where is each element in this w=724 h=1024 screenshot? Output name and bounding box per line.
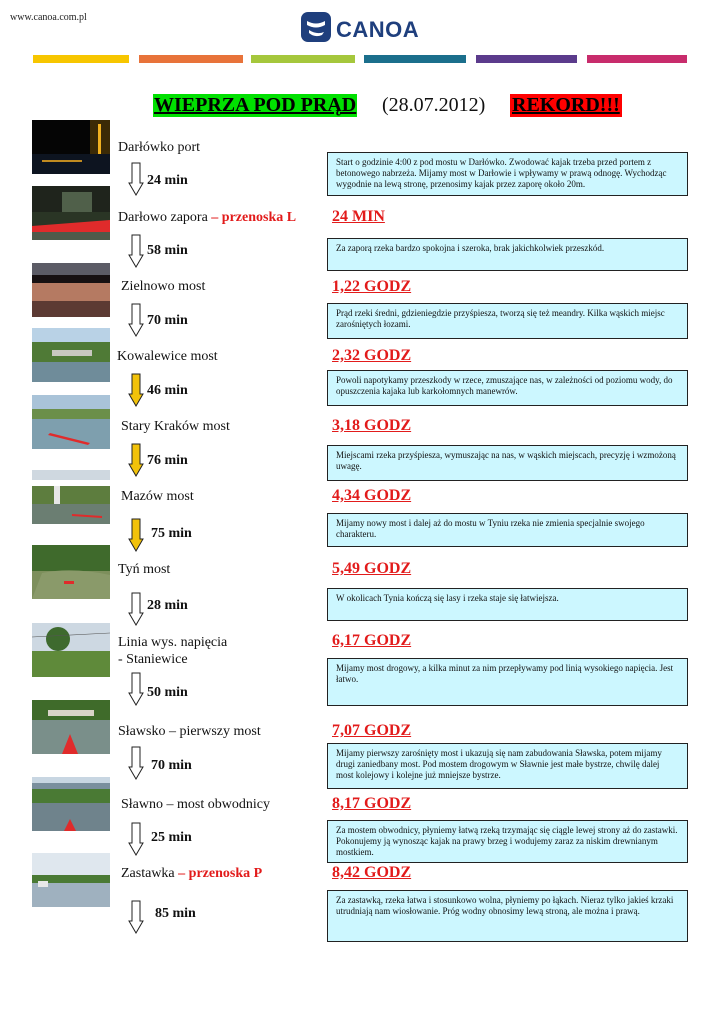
location-name: Kowalewice most — [117, 349, 218, 364]
stage-note: Za zastawką, rzeka łatwa i stosunkowo wolna, płyniemy po łąkach. Nieraz tylko jakieś krzaki utrudniają nam wiosłowanie. Próg wodny obnosimy lewą stroną, ale można i prawą. — [327, 890, 688, 942]
location-name: Mazów most — [121, 489, 194, 504]
arrow-shape — [129, 593, 143, 625]
segment-duration: 28 min — [147, 598, 188, 613]
location-label — [118, 209, 296, 226]
photo-kowalewice-most — [32, 328, 110, 382]
segment-duration: 70 min — [147, 313, 188, 328]
color-bar-orange — [139, 55, 243, 63]
photo-mazow-most — [32, 470, 110, 524]
photo-tyn-most — [32, 545, 110, 599]
arrow-shape — [129, 374, 143, 406]
segment-duration: 58 min — [147, 243, 188, 258]
down-arrow-icon — [128, 518, 144, 552]
location-name: Stary Kraków most — [121, 419, 230, 434]
location-label — [118, 139, 200, 156]
cumulative-time: 5,49 GODZ — [332, 560, 412, 577]
location-label — [121, 278, 205, 295]
portage-label: – przenoska L — [207, 210, 297, 225]
portage-label: – przenoska P — [174, 866, 263, 881]
title-record: REKORD!!! — [512, 94, 620, 116]
cumulative-time: 8,17 GODZ — [332, 795, 412, 812]
color-bar-magenta — [587, 55, 687, 63]
stage-note: Prąd rzeki średni, gdzieniegdzie przyśpiesza, tworzą się też meandry. Kilka wąskich miejsc zarośniętych łozami. — [327, 303, 688, 339]
segment-duration: 75 min — [151, 526, 192, 541]
location-name: Sławno – most obwodnicy — [121, 797, 270, 812]
arrow-shape — [129, 163, 143, 195]
stage-note: Start o godzinie 4:00 z pod mostu w Darłówko. Zwodować kajak trzeba przed portem z betonowego nabrzeża. Mijamy most w Darłowie i wpływamy w prawą odnogę. Wychodząc wygodnie na lewą stronę, przenosimy kajak przez zaporę około 20m. — [327, 152, 688, 196]
location-name-line2: - Staniewice — [118, 652, 188, 667]
photo-zastawka — [32, 853, 110, 907]
location-name: Tyń most — [118, 562, 171, 577]
location-label — [117, 348, 218, 365]
cumulative-time: 7,07 GODZ — [332, 722, 412, 739]
segment-duration: 70 min — [151, 758, 192, 773]
location-label — [121, 796, 270, 813]
photo-darlowko-port — [32, 120, 110, 174]
down-arrow-icon — [128, 303, 144, 337]
down-arrow-icon — [128, 592, 144, 626]
photo-slawsko-pierwszy-most — [32, 700, 110, 754]
stage-note: Mijamy pierwszy zarośnięty most i ukazują się nam zabudowania Sławska, potem mijamy drugi zaniedbany most. Pod mostem drogowym w Sławnie jest małe bystrze, chwilę dalej most kolejowy i kolejne już mniejsze bystrze. — [327, 743, 688, 789]
color-bar-yellow — [33, 55, 129, 63]
cumulative-time: 8,42 GODZ — [332, 864, 412, 881]
cumulative-time: 3,18 GODZ — [332, 417, 412, 434]
location-label — [121, 488, 194, 505]
location-label — [118, 723, 261, 740]
photo-darlowo-zapora — [32, 186, 110, 240]
location-name: Sławsko – pierwszy most — [118, 724, 261, 739]
cumulative-time: 6,17 GODZ — [332, 632, 412, 649]
photo-linia-wys-napiecia — [32, 623, 110, 677]
logo-text: CANOA — [336, 17, 420, 42]
arrow-shape — [129, 747, 143, 779]
stage-note: W okolicach Tynia kończą się lasy i rzeka staje się łatwiejsza. — [327, 588, 688, 621]
arrow-shape — [129, 444, 143, 476]
arrow-shape — [129, 673, 143, 705]
color-bar-teal — [364, 55, 466, 63]
cumulative-time: 4,34 GODZ — [332, 487, 412, 504]
location-label — [121, 418, 230, 435]
down-arrow-icon — [128, 443, 144, 477]
down-arrow-icon — [128, 900, 144, 934]
segment-duration: 85 min — [155, 906, 196, 921]
stage-note: Za zaporą rzeka bardzo spokojna i szeroka, brak jakichkolwiek przeszkód. — [327, 238, 688, 271]
canoa-logo-icon — [300, 11, 332, 43]
location-name: Zielnowo most — [121, 279, 206, 294]
color-bar-purple — [476, 55, 577, 63]
stage-note: Mijamy nowy most i dalej aż do mostu w Tyniu rzeka nie zmienia specjalnie swojego charakteru. — [327, 513, 688, 547]
cumulative-time: 1,22 GODZ — [332, 278, 412, 295]
stage-note: Miejscami rzeka przyśpiesza, wymuszając na nas, w wąskich miejscach, precyzję i wzmożoną uwagę. — [327, 445, 688, 481]
location-label — [121, 865, 262, 882]
title-main: WIEPRZA POD PRĄD — [154, 94, 357, 116]
location-name: Linia wys. napięcia — [118, 635, 228, 650]
location-name: Darłowo zapora — [118, 210, 208, 225]
down-arrow-icon — [128, 672, 144, 706]
title-date: (28.07.2012) — [382, 94, 486, 116]
down-arrow-icon — [128, 746, 144, 780]
cumulative-time: 24 MIN — [332, 208, 385, 225]
segment-duration: 25 min — [151, 830, 192, 845]
segment-duration: 50 min — [147, 685, 188, 700]
down-arrow-icon — [128, 822, 144, 856]
arrow-shape — [129, 235, 143, 267]
down-arrow-icon — [128, 373, 144, 407]
color-bar-green — [251, 55, 355, 63]
stage-note: Mijamy most drogowy, a kilka minut za nim przepływamy pod linią wysokiego napięcia. Jest łatwo. — [327, 658, 688, 706]
stage-note: Powoli napotykamy przeszkody w rzece, zmuszające nas, w zależności od poziomu wody, do opuszczenia kajaka lub karkołomnych manewrów. — [327, 370, 688, 406]
photo-slawno-most-obwodnicy — [32, 777, 110, 831]
down-arrow-icon — [128, 162, 144, 196]
location-name: Zastawka — [121, 866, 175, 881]
photo-stary-krakow-most — [32, 395, 110, 449]
cumulative-time: 2,32 GODZ — [332, 347, 412, 364]
photo-zielnowo-most — [32, 263, 110, 317]
down-arrow-icon — [128, 234, 144, 268]
location-label — [118, 561, 170, 578]
segment-duration: 46 min — [147, 383, 188, 398]
canoa-logo — [300, 11, 420, 47]
arrow-shape — [129, 304, 143, 336]
arrow-shape — [129, 823, 143, 855]
segment-duration: 76 min — [147, 453, 188, 468]
location-label — [118, 634, 227, 668]
location-name: Darłówko port — [118, 140, 201, 155]
site-url: www.canoa.com.pl — [10, 12, 87, 23]
segment-duration: 24 min — [147, 173, 188, 188]
stage-note: Za mostem obwodnicy, płyniemy łatwą rzeką trzymając się ciągle lewej strony aż do zastawki. Pokonujemy ją wynosząc kajak na prawy brzeg i wodujemy zaraz za niskim drewnianym mostkiem. — [327, 820, 688, 863]
arrow-shape — [129, 901, 143, 933]
arrow-shape — [129, 519, 143, 551]
